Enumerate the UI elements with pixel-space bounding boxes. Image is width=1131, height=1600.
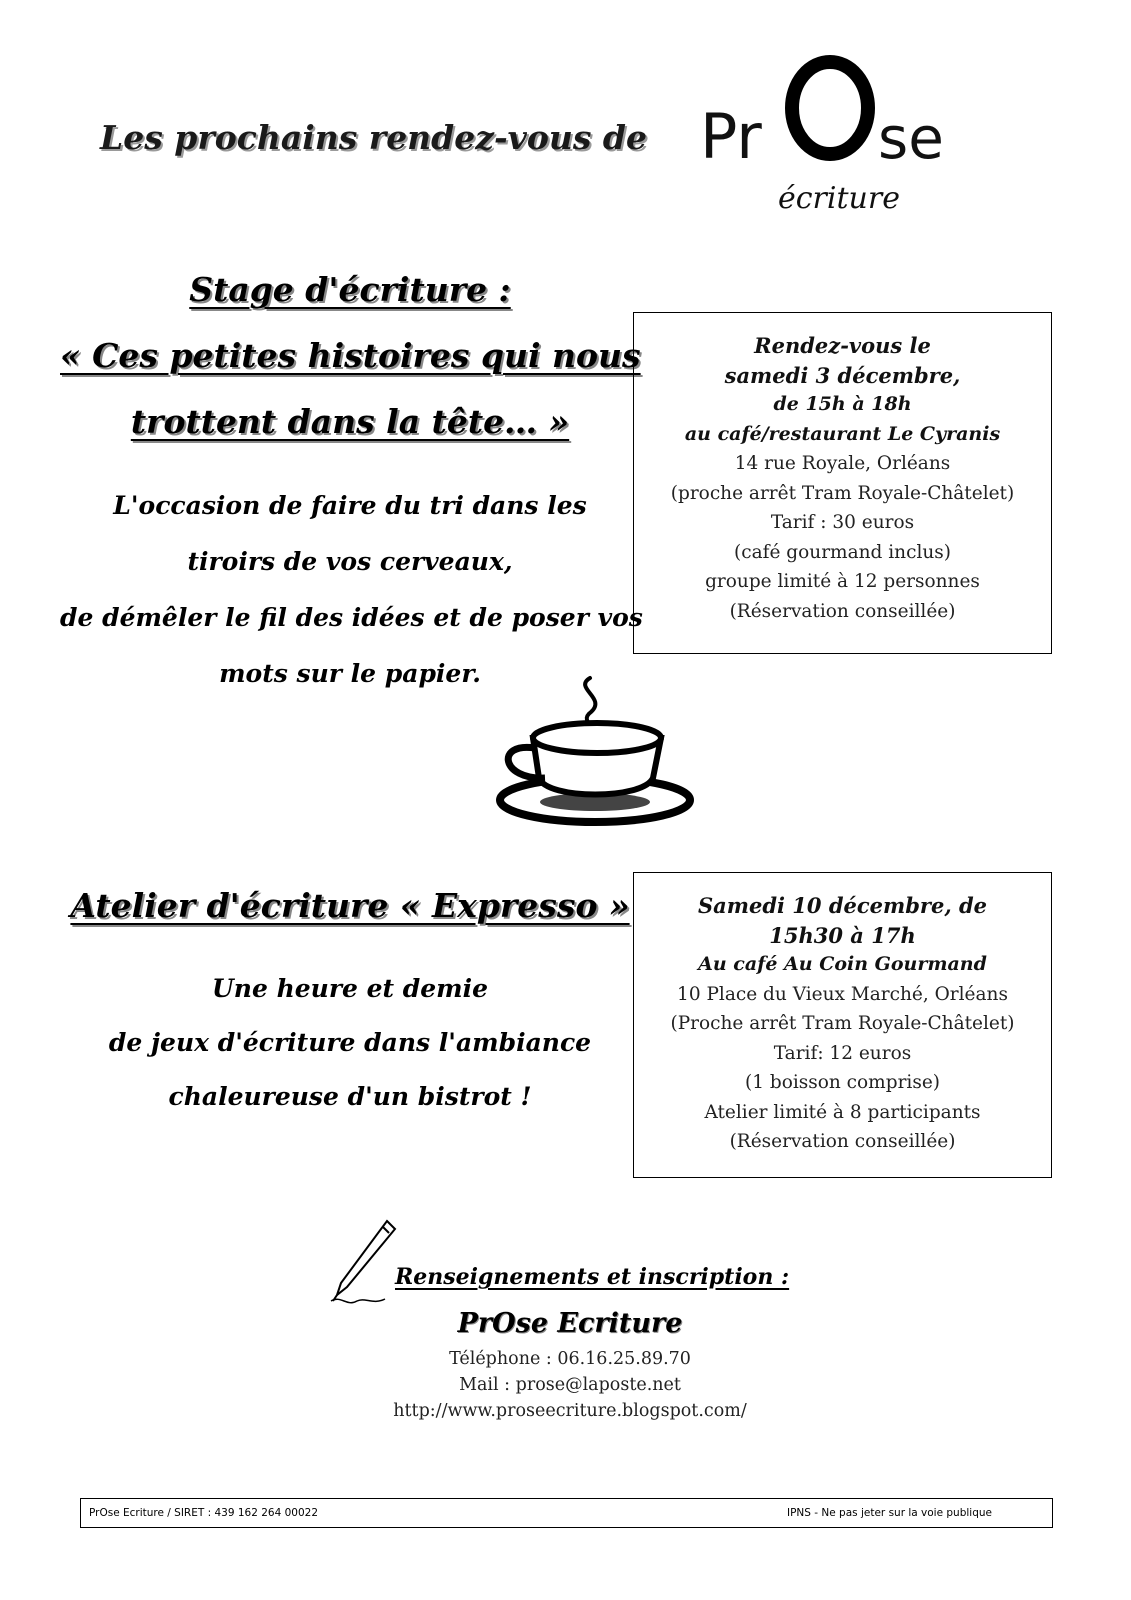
atelier-info-line: (1 boisson comprise) [745,1072,940,1093]
stage-heading-1: Stage d'écriture : [189,270,511,309]
stage-info-line: au café/restaurant Le Cyranis [684,422,1001,445]
stage-info-line: groupe limité à 12 personnes [705,571,980,592]
atelier-info-line: Au café Au Coin Gourmand [698,953,987,975]
atelier-info-line: Atelier limité à 8 participants [704,1101,981,1123]
stage-desc-line: mots sur le papier. [219,659,481,688]
logo-subtitle: écriture [778,181,900,216]
stage-info-line: 14 rue Royale, Orléans [734,453,951,474]
stage-info-line: Tarif : 30 euros [770,512,915,533]
atelier-info-line: 15h30 à 17h [769,922,916,948]
stage-info-line: (proche arrêt Tram Royale-Châtelet) [670,482,1015,504]
atelier-description [60,962,640,1124]
stage-info-line: Rendez-vous le [754,333,931,358]
logo-pr: Pr [700,100,762,173]
stage-desc-line: de démêler le fil des idées et de poser vos [60,603,643,632]
footer-siret: PrOse Ecriture / SIRET : 439 162 264 00022 [89,1507,319,1519]
stage-info-box [633,312,1052,654]
pen-icon [325,1215,405,1310]
footer-ipns: IPNS - Ne pas jeter sur la voie publique [786,1507,992,1519]
stage-info-line: samedi 3 décembre, [724,362,961,388]
contact-url[interactable]: http://www.proseecriture.blogspot.com/ [393,1401,747,1421]
prose-logo [700,50,1030,230]
stage-desc-line: tiroirs de vos cerveaux, [187,547,513,576]
stage-info-line: (café gourmand inclus) [734,541,951,563]
atelier-info-line: Samedi 10 décembre, de [697,893,988,918]
svg-text:se: se [878,104,944,172]
atelier-desc-line: de jeux d'écriture dans l'ambiance [108,1028,592,1057]
atelier-info-line: Tarif: 12 euros [773,1042,912,1064]
stage-desc-line: L'occasion de faire du tri dans les [113,491,587,520]
stage-heading-3: trottent dans la tête… » [130,402,570,441]
page-title: Les prochains rendez-vous de [100,118,647,157]
atelier-info-line: (Réservation conseillée) [729,1131,956,1152]
atelier-info-line: (Proche arrêt Tram Royale-Châtelet) [670,1013,1015,1034]
contact-phone: Téléphone : 06.16.25.89.70 [449,1349,691,1369]
contact-org: PrOse Ecriture [457,1308,683,1339]
contact-mail: Mail : prose@laposte.net [459,1375,681,1395]
atelier-heading: Atelier d'écriture « Expresso » [70,886,630,925]
footer [80,1498,1053,1528]
stage-heading-2: « Ces petites histoires qui nous [60,336,641,375]
stage-info-line: de 15h à 18h [773,393,912,415]
atelier-desc-line: chaleureuse d'un bistrot ! [168,1082,532,1111]
stage-info-line: (Réservation conseillée) [729,600,956,622]
contact-heading: Renseignements et inscription : [395,1264,790,1290]
atelier-info-box [633,872,1052,1178]
atelier-info-line: 10 Place du Vieux Marché, Orléans [677,983,1008,1005]
coffee-cup-icon [495,660,705,835]
atelier-desc-line: Une heure et demie [211,974,489,1003]
